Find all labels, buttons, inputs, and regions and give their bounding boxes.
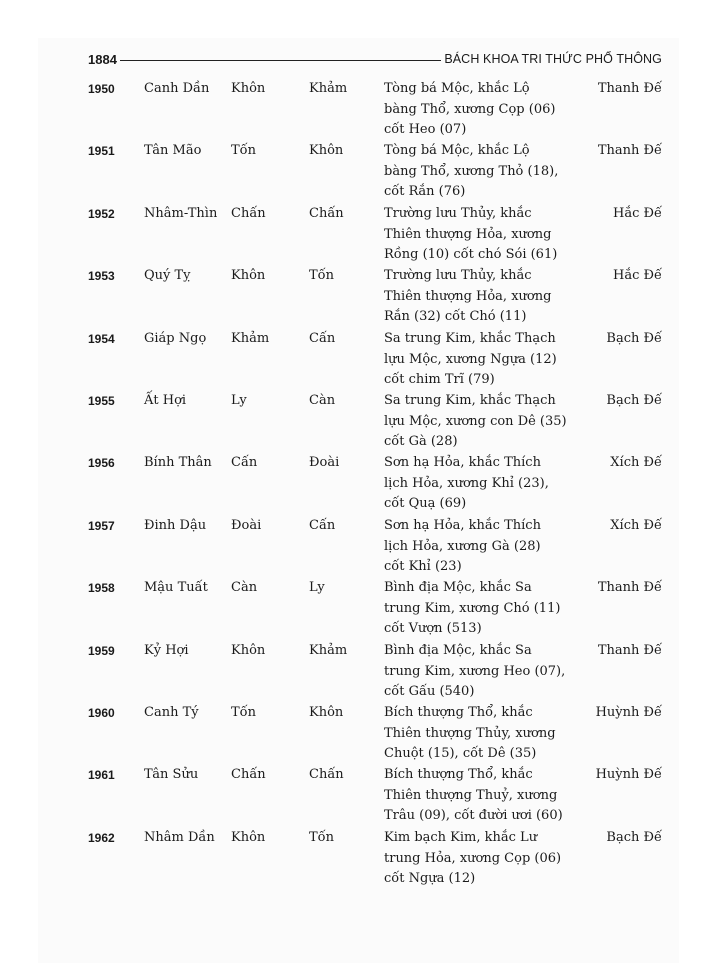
trigram-cell: Chấn (309, 767, 344, 782)
description-line: lựu Mộc, xương con Dê (35) (384, 413, 567, 429)
trigram-cell: Đoài (231, 518, 262, 533)
description-line: bàng Thổ, xương Thỏ (18), (384, 163, 559, 179)
can-chi-cell: Đinh Dậu (144, 518, 207, 533)
emperor-cell: Hắc Đế (613, 206, 662, 221)
trigram-cell: Đoài (309, 455, 340, 470)
can-chi-cell: Nhâm-Thìn (144, 206, 218, 221)
trigram-cell: Chấn (231, 206, 266, 221)
emperor-cell: Huỳnh Đế (595, 705, 662, 720)
can-chi-cell: Kỷ Hợi (144, 643, 189, 658)
trigram-cell: Khôn (231, 830, 266, 845)
page-number: 1884 (88, 51, 117, 67)
can-chi-cell: Mậu Tuất (144, 580, 208, 595)
description-line: trung Kim, xương Chó (11) (384, 600, 561, 616)
year-cell: 1961 (88, 768, 115, 782)
description-line: Sa trung Kim, khắc Thạch (384, 393, 556, 408)
description-cell (384, 765, 563, 827)
description-line: Sa trung Kim, khắc Thạch (384, 331, 556, 346)
trigram-cell: Khôn (309, 705, 344, 720)
can-chi-cell: Bính Thân (144, 455, 212, 470)
description-line: cốt Rắn (76) (384, 184, 466, 199)
emperor-cell: Xích Đế (610, 518, 662, 533)
description-line: cốt Gấu (540) (384, 684, 475, 699)
emperor-cell: Thanh Đế (597, 643, 662, 658)
description-line: lịch Hỏa, xương Khỉ (23), (384, 475, 549, 491)
description-cell (384, 141, 558, 203)
page-sheet (38, 38, 679, 963)
description-line: Thiên thượng Thuỷ, xương (384, 787, 558, 803)
emperor-cell: Thanh Đế (597, 143, 662, 158)
trigram-cell: Khôn (309, 143, 344, 158)
description-line: Sơn hạ Hỏa, khắc Thích (384, 455, 541, 470)
description-cell (384, 79, 555, 141)
description-line: Trâu (09), cốt đười ươi (60) (384, 808, 563, 823)
emperor-cell: Hắc Đế (613, 268, 662, 283)
description-cell (384, 641, 565, 703)
trigram-cell: Ly (309, 580, 325, 595)
can-chi-cell: Nhâm Dần (144, 830, 215, 845)
trigram-cell: Khôn (231, 643, 266, 658)
description-line: Sơn hạ Hỏa, khắc Thích (384, 518, 541, 533)
description-cell (384, 329, 557, 391)
year-cell: 1959 (88, 644, 115, 658)
trigram-cell: Càn (231, 580, 258, 595)
emperor-cell: Huỳnh Đế (595, 767, 662, 782)
trigram-cell: Tốn (309, 268, 334, 283)
year-cell: 1950 (88, 82, 115, 96)
year-cell: 1958 (88, 581, 115, 595)
year-cell: 1957 (88, 519, 115, 533)
page-header (88, 50, 662, 68)
description-line: Chuột (15), cốt Dê (35) (384, 746, 537, 761)
can-chi-cell: Canh Tý (144, 705, 199, 720)
trigram-cell: Khôn (231, 268, 266, 283)
description-cell (384, 266, 551, 328)
trigram-cell: Khảm (231, 331, 270, 346)
description-line: Bích thượng Thổ, khắc (384, 767, 533, 782)
emperor-cell: Thanh Đế (597, 580, 662, 595)
can-chi-cell: Quý Tỵ (144, 268, 191, 283)
trigram-cell: Tốn (231, 705, 256, 720)
year-cell: 1953 (88, 269, 115, 283)
year-cell: 1962 (88, 831, 115, 845)
trigram-cell: Cấn (309, 518, 336, 533)
description-cell (384, 828, 561, 890)
description-line: cốt Heo (07) (384, 122, 467, 137)
description-line: Thiên thượng Hỏa, xương (384, 288, 552, 304)
description-cell (384, 516, 541, 578)
description-line: Bích thượng Thổ, khắc (384, 705, 533, 720)
description-cell (384, 703, 556, 765)
trigram-cell: Khôn (231, 81, 266, 96)
trigram-cell: Chấn (309, 206, 344, 221)
trigram-cell: Tốn (309, 830, 334, 845)
description-cell (384, 578, 560, 640)
description-line: Bình địa Mộc, khắc Sa (384, 580, 532, 595)
year-cell: 1951 (88, 144, 115, 158)
can-chi-cell: Tân Sửu (144, 767, 199, 782)
year-cell: 1952 (88, 207, 115, 221)
description-line: cốt chim Trĩ (79) (384, 372, 495, 387)
can-chi-cell: Giáp Ngọ (144, 331, 207, 346)
description-line: Thiên thượng Thủy, xương (384, 725, 556, 741)
description-line: cốt Gà (28) (384, 434, 458, 449)
emperor-cell: Bạch Đế (606, 393, 662, 408)
emperor-cell: Xích Đế (610, 455, 662, 470)
can-chi-cell: Canh Dần (144, 81, 210, 96)
description-line: Tòng bá Mộc, khắc Lộ (384, 143, 530, 158)
trigram-cell: Tốn (231, 143, 256, 158)
description-line: Trường lưu Thủy, khắc (384, 206, 532, 221)
year-cell: 1956 (88, 456, 115, 470)
description-line: Rắn (32) cốt Chó (11) (384, 309, 527, 324)
trigram-cell: Khảm (309, 643, 348, 658)
description-cell (384, 391, 567, 453)
description-line: Bình địa Mộc, khắc Sa (384, 643, 532, 658)
header-rule (120, 60, 441, 61)
description-line: Trường lưu Thủy, khắc (384, 268, 532, 283)
trigram-cell: Chấn (231, 767, 266, 782)
description-line: bàng Thổ, xương Cọp (06) (384, 101, 556, 117)
description-line: trung Hỏa, xương Cọp (06) (384, 850, 562, 866)
year-cell: 1960 (88, 706, 115, 720)
description-line: cốt Quạ (69) (384, 496, 467, 511)
description-line: Tòng bá Mộc, khắc Lộ (384, 81, 530, 96)
book-title: BÁCH KHOA TRI THỨC PHỔ THÔNG (444, 52, 662, 66)
description-line: cốt Khỉ (23) (384, 559, 462, 574)
trigram-cell: Càn (309, 393, 336, 408)
description-line: Rồng (10) cốt chó Sói (61) (384, 247, 558, 262)
emperor-cell: Bạch Đế (606, 830, 662, 845)
description-line: trung Kim, xương Heo (07), (384, 663, 566, 679)
emperor-cell: Bạch Đế (606, 331, 662, 346)
year-cell: 1954 (88, 332, 115, 346)
emperor-cell: Thanh Đế (597, 81, 662, 96)
can-chi-cell: Ất Hợi (144, 393, 187, 408)
description-line: Kim bạch Kim, khắc Lư (384, 830, 538, 845)
description-cell (384, 204, 557, 266)
year-cell: 1955 (88, 394, 115, 408)
description-line: Thiên thượng Hỏa, xương (384, 226, 552, 242)
description-line: cốt Ngựa (12) (384, 871, 476, 886)
can-chi-cell: Tân Mão (144, 143, 202, 158)
description-line: cốt Vượn (513) (384, 621, 482, 636)
trigram-cell: Ly (231, 393, 247, 408)
description-line: lịch Hỏa, xương Gà (28) (384, 538, 541, 554)
description-cell (384, 453, 549, 515)
description-line: lựu Mộc, xương Ngựa (12) (384, 351, 557, 367)
trigram-cell: Khảm (309, 81, 348, 96)
trigram-cell: Cấn (309, 331, 336, 346)
trigram-cell: Cấn (231, 455, 258, 470)
